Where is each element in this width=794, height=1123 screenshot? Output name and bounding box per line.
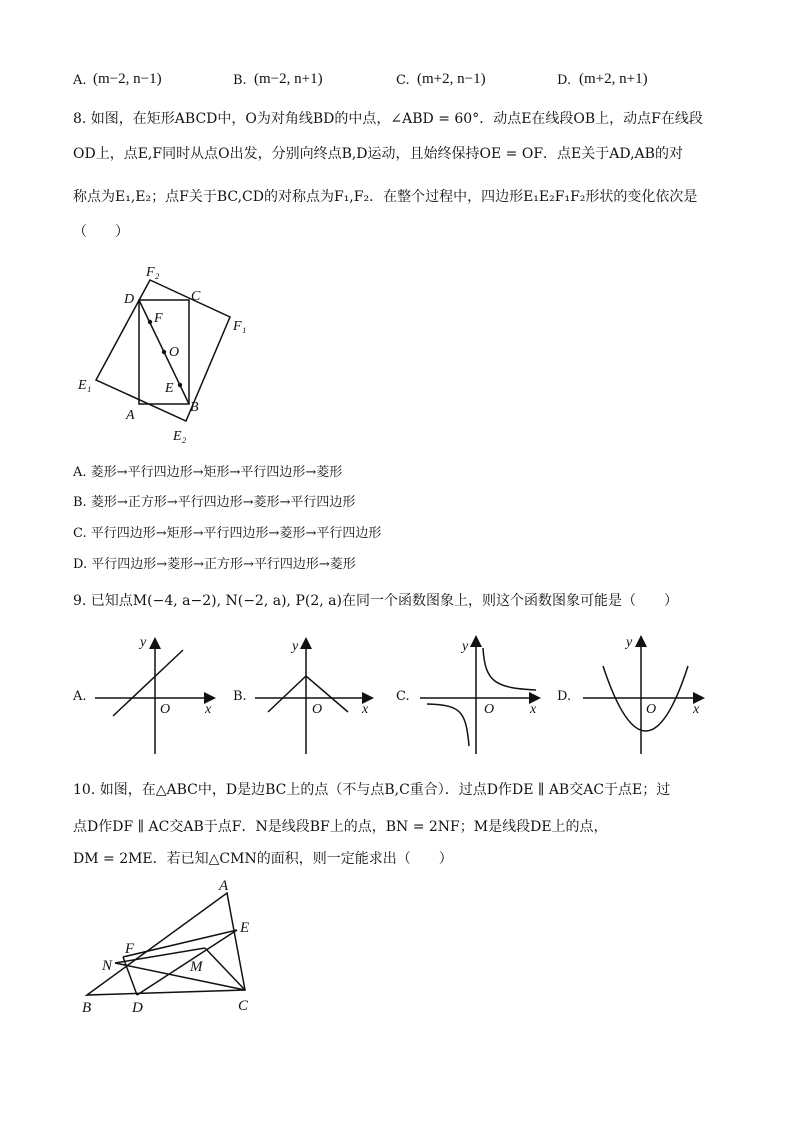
q9-graphs (0, 630, 794, 760)
q9-a-origin-label: O (160, 702, 171, 717)
q7-option-d-label: D. (557, 73, 572, 88)
q10-label-a: A (219, 878, 229, 894)
q7-options (0, 66, 794, 92)
q8-point-f (148, 320, 152, 324)
q8-option-a-label: A. (73, 465, 87, 480)
q8-option-d-text: 平行四边形→菱形→正方形→平行四边形→菱形 (91, 557, 356, 572)
q8-label-a: A (126, 408, 135, 423)
q8-line-3: 称点为E₁,E₂；点F关于BC,CD的对称点为F₁,F₂．在整个过程中，四边形E₁E₂F₁F₂形状的变化依次是 (73, 189, 698, 205)
q7-option-d-expr: (m+2, n+1) (579, 71, 648, 87)
q9-b-x-label: x (362, 702, 369, 717)
q10-label-d: D (132, 1000, 143, 1016)
q8-option-b-text: 菱形→正方形→平行四边形→菱形→平行四边形 (90, 495, 356, 510)
q9-b-curve (268, 676, 348, 712)
q9-c-curve-right (483, 648, 536, 690)
q8-label-e1: E₁ (78, 378, 92, 393)
q8-option-b (73, 494, 355, 512)
q9-text: 9. 已知点M(−4, a−2), N(−2, a), P(2, a)在同一个函数图象上，则这个函数图象可能是（ ） (73, 593, 678, 609)
q9-c-origin-label: O (484, 702, 495, 717)
q9-d-y-label: y (626, 635, 633, 650)
q8-option-d (73, 556, 356, 574)
q8-option-a-text: 菱形→平行四边形→矩形→平行四边形→菱形 (90, 465, 343, 480)
q8-option-c-label: C. (73, 526, 87, 541)
q8-option-a (73, 464, 342, 482)
q10-line-2: 点D作DF ∥ AC交AB于点F．N是线段BF上的点，BN = 2NF；M是线段DE上的点， (73, 819, 608, 835)
q8-label-c: C (191, 289, 201, 304)
q10-label-m: M (190, 959, 203, 975)
q8-point-o (162, 350, 166, 354)
q8-label-f2: F₂ (146, 265, 160, 280)
q8-line-4: （ ） (73, 224, 129, 240)
q9-a-curve (113, 650, 183, 716)
q9-c-x-label: x (530, 702, 537, 717)
q7-option-a-expr: (m−2, n−1) (93, 71, 162, 87)
q9-d-origin-label: O (646, 702, 657, 717)
q8-label-d: D (124, 292, 135, 307)
q10-triangle-abc (87, 893, 245, 995)
q9-c-y-label: y (462, 639, 469, 654)
q8-line-2: OD上，点E,F同时从点O出发，分别向终点B,D运动，且始终保持OE = OF．点E关于AD,AB的对 (73, 146, 683, 162)
q8-option-c-text: 平行四边形→矩形→平行四边形→菱形→平行四边形 (90, 526, 382, 541)
q9-b-y-label: y (292, 639, 299, 654)
q8-label-e2: E₂ (173, 429, 187, 444)
q8-label-f: F (154, 311, 163, 326)
q10-label-c: C (238, 998, 249, 1014)
q10-figure (70, 870, 270, 1020)
q8-label-f1: F₁ (233, 319, 247, 334)
q9-c-curve-left (427, 704, 469, 746)
q9-graph-c-label: C. (396, 689, 410, 704)
q9-a-x-label: x (205, 702, 212, 717)
q9-a-y-label: y (140, 635, 147, 650)
q8-option-c (73, 525, 381, 543)
q10-line-3: DM = 2ME．若已知△CMN的面积，则一定能求出（ ） (73, 851, 453, 867)
q7-option-c-label: C. (396, 73, 410, 88)
q8-option-d-label: D. (73, 557, 88, 572)
q8-figure (70, 258, 270, 448)
q9-graph-d-label: D. (557, 689, 572, 704)
q8-point-e (178, 383, 182, 387)
q7-option-c-expr: (m+2, n−1) (417, 71, 486, 87)
q8-line-1: 8. 如图，在矩形ABCD中，O为对角线BD的中点，∠ABD = 60°．动点E在线段OB上，动点F在线段 (73, 111, 703, 127)
q8-label-e: E (165, 381, 174, 396)
q9-graph-b-label: B. (233, 689, 247, 704)
q8-label-b: B (190, 400, 199, 415)
q10-segment-df (123, 957, 137, 995)
q8-option-b-label: B. (73, 495, 87, 510)
q10-label-f: F (125, 941, 135, 957)
q9-d-x-label: x (693, 702, 700, 717)
q10-label-e: E (240, 920, 250, 936)
q9-b-origin-label: O (312, 702, 323, 717)
q7-option-b-label: B. (233, 73, 247, 88)
q9-graph-a-label: A. (73, 689, 87, 704)
q7-option-a-label: A. (73, 73, 87, 88)
q8-label-o: O (169, 345, 180, 360)
q10-line-1: 10. 如图，在△ABC中，D是边BC上的点（不与点B,C重合）．过点D作DE ∥ AB交AC于点E；过 (73, 782, 671, 798)
q10-label-b: B (82, 1000, 92, 1016)
q10-label-n: N (102, 958, 113, 974)
q10-segment-fe (123, 930, 237, 957)
q7-option-b-expr: (m−2, n+1) (254, 71, 323, 87)
